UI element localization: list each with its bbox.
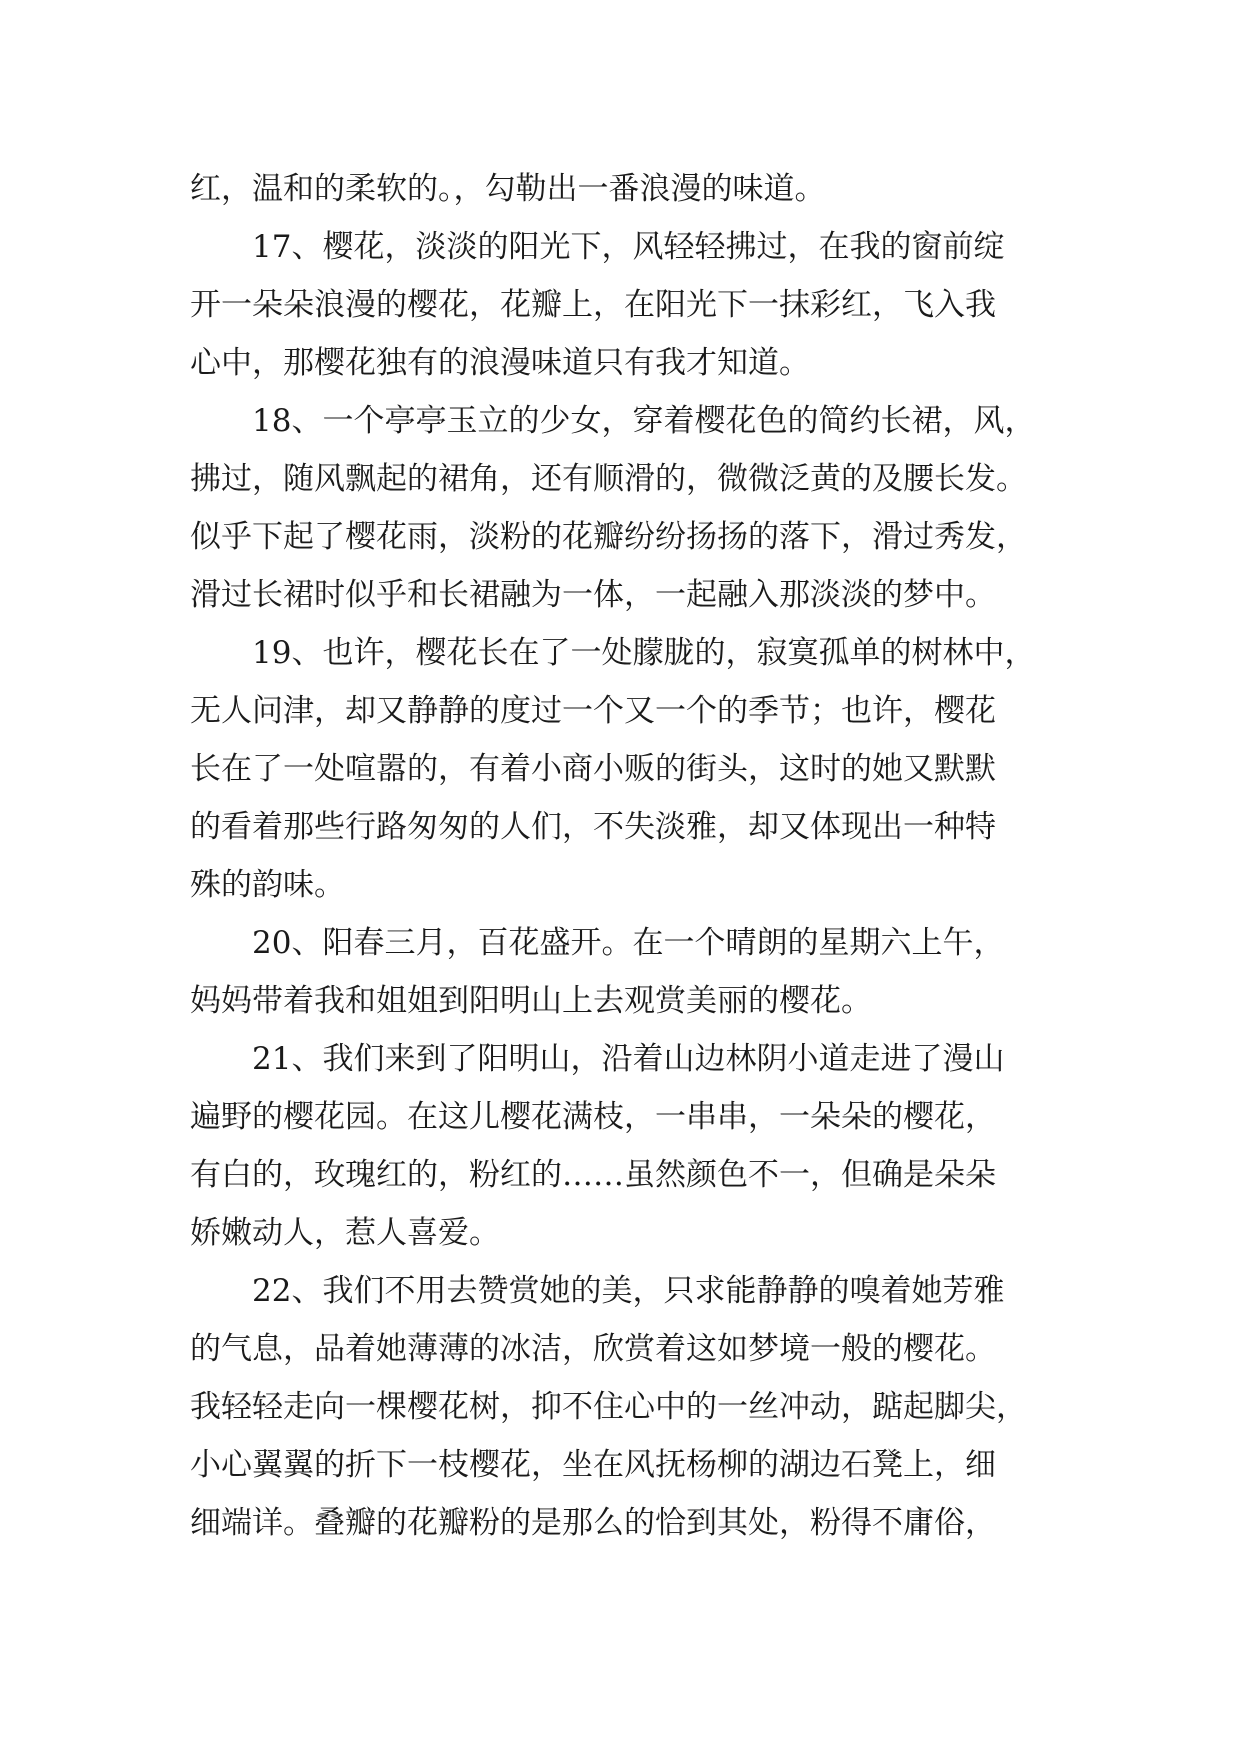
paragraph-17 xyxy=(190,218,1070,392)
text-line: 18、一个亭亭玉立的少女，穿着樱花色的简约长裙，风， xyxy=(252,403,1036,439)
text-line: 21、我们来到了阳明山，沿着山边林阴小道走进了漫山 xyxy=(252,1041,1005,1077)
text-line: 无人问津，却又静静的度过一个又一个的季节；也许，樱花 xyxy=(190,693,996,729)
text-line: 20、阳春三月，百花盛开。在一个晴朗的星期六上午， xyxy=(252,925,1005,961)
text-line: 似乎下起了樱花雨，淡粉的花瓣纷纷扬扬的落下，滑过秀发， xyxy=(190,519,1027,555)
text-line: 小心翼翼的折下一枝樱花，坐在风抚杨柳的湖边石凳上，细 xyxy=(190,1447,996,1483)
text-line: 17、樱花，淡淡的阳光下，风轻轻拂过，在我的窗前绽 xyxy=(252,229,1005,265)
text-line: 遍野的樱花园。在这儿樱花满枝，一串串，一朵朵的樱花， xyxy=(190,1099,996,1135)
text-line: 殊的韵味。 xyxy=(190,867,345,903)
text-line: 19、也许，樱花长在了一处朦胧的，寂寞孤单的树林中， xyxy=(252,635,1036,671)
paragraph-22 xyxy=(190,1262,1070,1552)
text-line: 开一朵朵浪漫的樱花，花瓣上，在阳光下一抹彩红，飞入我 xyxy=(190,287,996,323)
paragraph-21 xyxy=(190,1030,1070,1262)
paragraph-18 xyxy=(190,392,1070,624)
text-line: 细端详。叠瓣的花瓣粉的是那么的恰到其处，粉得不庸俗， xyxy=(190,1505,996,1541)
paragraph-20 xyxy=(190,914,1070,1030)
text-line: 娇嫩动人，惹人喜爱。 xyxy=(190,1215,500,1251)
document-body xyxy=(190,160,1070,1552)
text-line: 22、我们不用去赞赏她的美，只求能静静的嗅着她芳雅 xyxy=(252,1273,1005,1309)
text-line: 心中，那樱花独有的浪漫味道只有我才知道。 xyxy=(190,345,810,381)
text-line: 长在了一处喧嚣的，有着小商小贩的街头，这时的她又默默 xyxy=(190,751,996,787)
text-line: 我轻轻走向一棵樱花树，抑不住心中的一丝冲动，踮起脚尖， xyxy=(190,1389,1027,1425)
text-line: 的气息，品着她薄薄的冰洁，欣赏着这如梦境一般的樱花。 xyxy=(190,1331,996,1367)
text-line: 妈妈带着我和姐姐到阳明山上去观赏美丽的樱花。 xyxy=(190,983,872,1019)
text-line: 有白的，玫瑰红的，粉红的……虽然颜色不一，但确是朵朵 xyxy=(190,1157,996,1193)
text-line: 拂过，随风飘起的裙角，还有顺滑的，微微泛黄的及腰长发。 xyxy=(190,461,1027,497)
paragraph-19 xyxy=(190,624,1070,914)
paragraph-continuation xyxy=(190,160,1070,218)
text-line: 的看着那些行路匆匆的人们，不失淡雅，却又体现出一种特 xyxy=(190,809,996,845)
text-line: 红，温和的柔软的。，勾勒出一番浪漫的味道。 xyxy=(190,171,826,207)
text-line: 滑过长裙时似乎和长裙融为一体，一起融入那淡淡的梦中。 xyxy=(190,577,996,613)
